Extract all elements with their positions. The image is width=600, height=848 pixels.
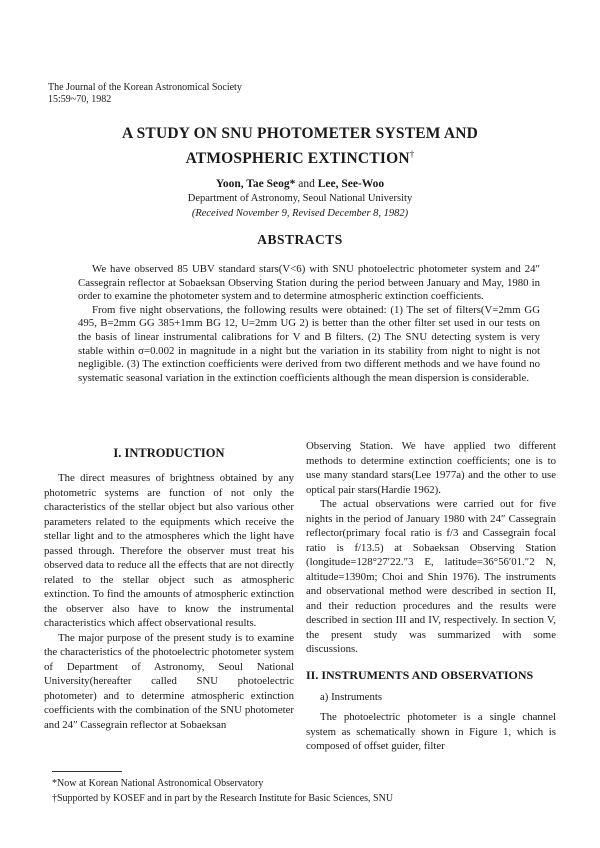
intro-paragraph-1: The direct measures of brightness obtained by any photometric systems are function of not only the characteristics of the stellar object but also various other parameters related to the equipments which receive the stellar light and to the atmospheres which the light have passed through. Therefore the observer must treat his observed data to reduce all the effects that are not directly related to the stellar object such as atmospheric extinction. To find the amounts of atmospheric extinction the observer also have to know the instrumental characteristics which affect observational results.	[44, 472, 294, 629]
author-2: Lee, See-Woo	[317, 178, 385, 190]
author-and: and	[298, 178, 315, 190]
intro-paragraph-3: Observing Station. We have applied two different methods to determine extinction coefficients; one is to use many standard stars(Lee 1977a) and the other to use optical pair stars(Hardie 1962).	[306, 440, 556, 496]
journal-name: The Journal of the Korean Astronomical Society	[48, 82, 242, 93]
footnote-2: †Supported by KOSEF and in part by the Research Institute for Basic Sciences, SNU	[52, 793, 394, 804]
footnotes	[52, 776, 393, 806]
abstract-body	[78, 263, 540, 385]
intro-paragraph-2: The major purpose of the present study is to examine the characteristics of the photoelectric photometer system of Department of Astronomy, Seoul National University(hereafter called SNU photoelectric photometer) and to determine atmospheric extinction coefficients with the combination of the SNU photometer and 24″ Cassegrain reflector at Sobaeksan	[44, 631, 294, 731]
section-2-paragraph-1: The photoelectric photometer is a single channel system as schematically shown in Figure 1, which is composed of offset guider, filter	[306, 711, 556, 752]
abstract-paragraph-1: We have observed 85 UBV standard stars(V<6) with SNU photoelectric photometer system and 24″ Cassegrain reflector at Sobaeksan Observing Station during the period between January and May, 1980 in order to examine the photometer system and to determine atmospheric extinction coefficients.	[78, 263, 540, 303]
abstract-heading: ABSTRACTS	[257, 232, 343, 247]
right-column	[306, 439, 556, 754]
journal-header	[48, 82, 242, 106]
intro-heading: I. INTRODUCTION	[113, 446, 225, 460]
author-1: Yoon, Tae Seog*	[215, 178, 296, 190]
footnote-1: *Now at Korean National Astronomical Observatory	[52, 778, 264, 789]
journal-volume: 15:59~70, 1982	[48, 94, 112, 105]
intro-paragraph-4: The actual observations were carried out for five nights in the period of January 1980 with 24″ Cassegrain reflector(primary focal ratio is f/3 and Cassegrain focal ratio is f/13.5) at Sobaeksan Observing Station (longitude=128°27′22.″3 E, latitude=36°56′01.″2 N, altitude=1390m; Choi and Shin 1976). The instruments and observational method were described in section II, and their reduction procedures and the results were described in section III and IV, respectively. In section V, the present study was summarized with some discussions.	[306, 498, 556, 655]
section-2-heading: II. INSTRUMENTS AND OBSERVATIONS	[306, 667, 534, 682]
left-column	[44, 445, 294, 732]
authors	[0, 177, 600, 191]
title-line-1: A STUDY ON SNU PHOTOMETER SYSTEM AND	[121, 125, 478, 142]
title-line-2: ATMOSPHERIC EXTINCTION	[185, 150, 410, 168]
received-dates: (Received November 9, Revised December 8, 1982)	[191, 208, 409, 219]
affiliation: Department of Astronomy, Seoul National University	[187, 193, 413, 204]
footnote-divider	[52, 771, 122, 772]
subsection-instruments: a) Instruments	[320, 690, 383, 703]
title-footnote-mark: †	[409, 149, 415, 159]
abstract-paragraph-2: From five night observations, the following results were obtained: (1) The set of filters(V=2mm GG 495, B=2mm GG 385+1mm BG 12, U=2mm UG 2) is better than the other filter set used in our tests on the basis of linear instrumental calibrations for V and B filters. (2) The SNU detecting system is very stable within σ=0.002 in magnitude in a night but the variation in its stability from night to night is not negligible. (3) The extinction coefficients were derived from two different methods and we have found no systematic seasonal variation in the extinction coefficients although the mean dispersion is considerable.	[78, 303, 540, 384]
paper-title	[0, 123, 600, 169]
